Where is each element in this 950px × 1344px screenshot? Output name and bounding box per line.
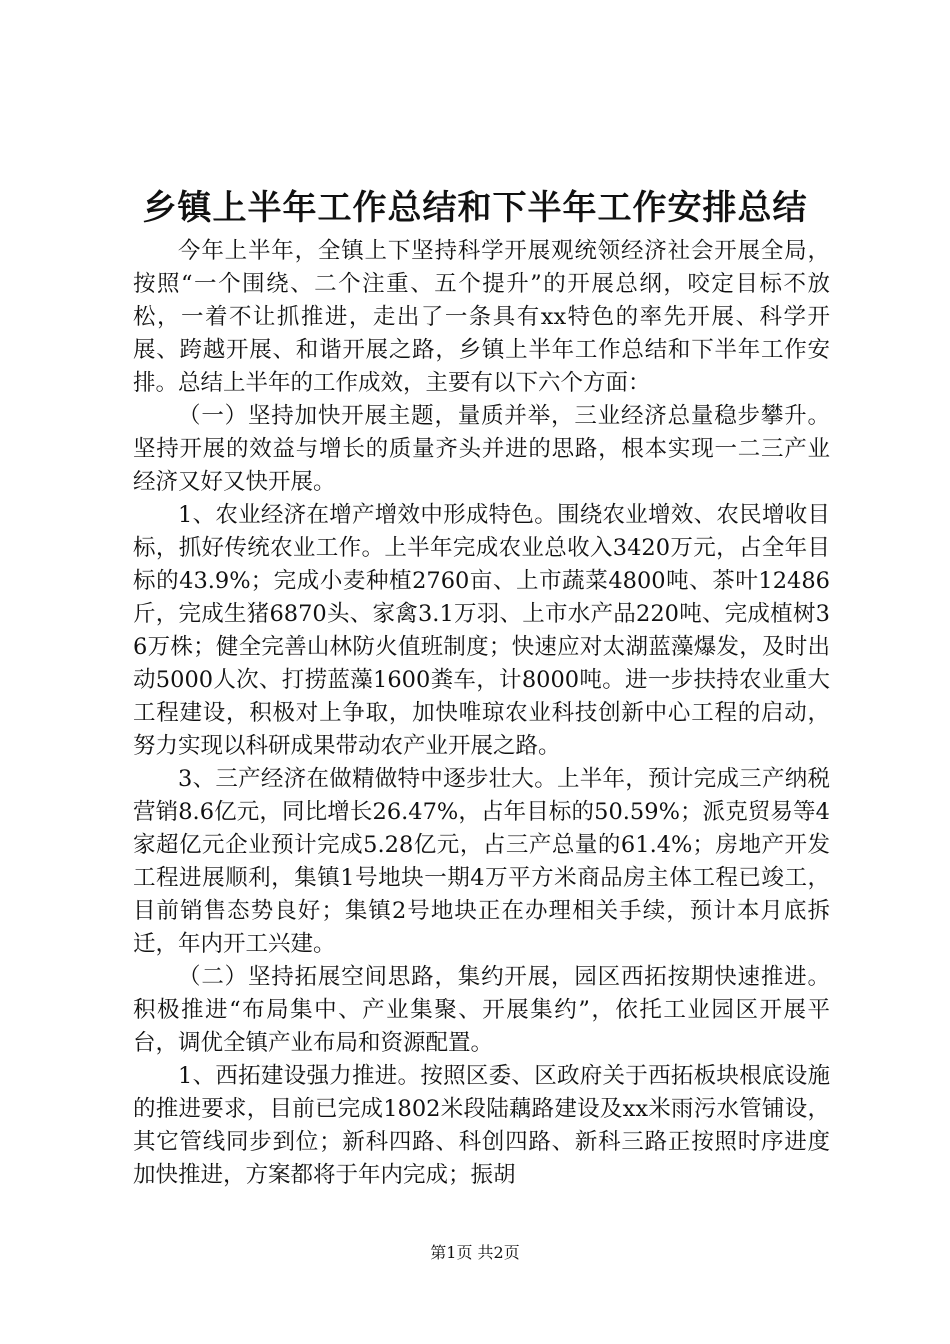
document-body [133, 235, 830, 1192]
paragraph-west-expansion: 1、西拓建设强力推进。按照区委、区政府关于西拓板块根底设施的推进要求，目前已完成1802米段陆藕路建设及xx米雨污水管铺设，其它管线同步到位；新科四路、科创四路、新科三路正按照时序进度加快推进，方案都将于年内完成；振胡 [133, 1063, 830, 1188]
page-number-footer: 第1页 共2页 [430, 1243, 520, 1262]
paragraph-section-1: （一）坚持加快开展主题，量质并举，三业经济总量稳步攀升。坚持开展的效益与增长的质量齐头并进的思路，根本实现一二三产业经济又好又快开展。 [133, 403, 830, 495]
paragraph-tertiary-industry: 3、三产经济在做精做特中逐步壮大。上半年，预计完成三产纳税营销8.6亿元，同比增长26.47%，占年目标的50.59%；派克贸易等4家超亿元企业预计完成5.28亿元，占三产总量的61.4%；房地产开发工程进展顺利，集镇1号地块一期4万平方米商品房主体工程已竣工，目前销售态势良好；集镇2号地块正在办理相关手续，预计本月底拆迁，年内开工兴建。 [133, 766, 830, 957]
paragraph-section-2: （二）坚持拓展空间思路，集约开展，园区西拓按期快速推进。积极推进“布局集中、产业集聚、开展集约”，依托工业园区开展平台，调优全镇产业布局和资源配置。 [133, 964, 830, 1056]
paragraph-intro: 今年上半年，全镇上下坚持科学开展观统领经济社会开展全局，按照“一个围绕、二个注重、五个提升”的开展总纲，咬定目标不放松，一着不让抓推进，走出了一条具有xx特色的率先开展、科学开展、跨越开展、和谐开展之路，乡镇上半年工作总结和下半年工作安排。总结上半年的工作成效，主要有以下六个方面： [133, 238, 830, 396]
paragraph-agriculture: 1、农业经济在增产增效中形成特色。围绕农业增效、农民增收目标，抓好传统农业工作。上半年完成农业总收入3420万元，占全年目标的43.9%；完成小麦种植2760亩、上市蔬菜4800吨、茶叶12486斤，完成生猪6870头、家禽3.1万羽、上市水产品220吨、完成植树36万株；健全完善山林防火值班制度；快速应对太湖蓝藻爆发，及时出动5000人次、打捞蓝藻1600粪车，计8000吨。进一步扶持农业重大工程建设，积极对上争取，加快唯琼农业科技创新中心工程的启动，努力实现以科研成果带动农产业开展之路。 [133, 502, 830, 759]
document-title: 乡镇上半年工作总结和下半年工作安排总结 [142, 188, 808, 228]
